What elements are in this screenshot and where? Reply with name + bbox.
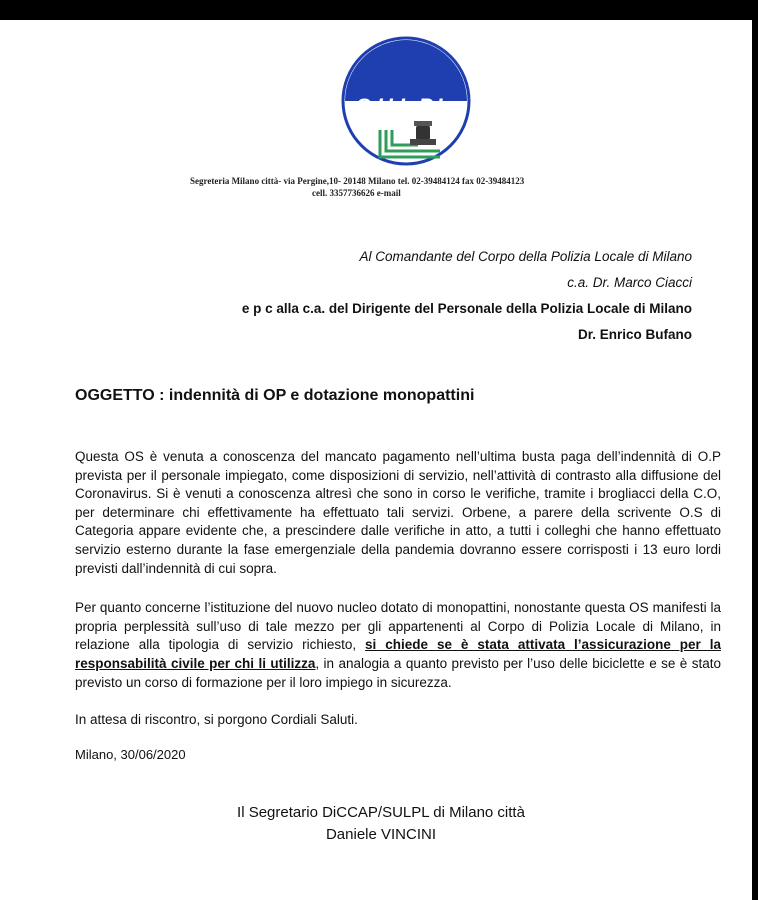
letterhead-contacts	[190, 175, 524, 199]
letter-body	[75, 448, 721, 713]
recipient-cc-name: Dr. Enrico Bufano	[577, 327, 692, 342]
body-paragraph-2	[75, 599, 721, 692]
date-line: Milano, 30/06/2020	[75, 747, 186, 762]
p2-emphasis: si chiede se è stata attivata l’assicurazione per la responsabilità civile per chi li utilizza	[75, 637, 721, 671]
svg-text:S.U.L.P.L.: S.U.L.P.L.	[356, 94, 456, 119]
recipient-main: Al Comandante del Corpo della Polizia Locale di Milano	[359, 249, 692, 264]
p2-text-before: Per quanto concerne l’istituzione del nuovo nucleo dotato di monopattini, nonostante questa OS manifesti la propria perplessità sull’uso di tale mezzo per gli appartenenti al Corpo di Polizia Locale di Milano, in relazione alla tipologia di servizio richiesto,	[75, 600, 721, 653]
body-paragraph-1: Questa OS è venuta a conoscenza del mancato pagamento nell’ultima busta paga dell’indennità di O.P prevista per il personale impiegato, come disposizioni di servizio, nell’attività di contrasto alla diffusione del Coronavirus. Si è venuti a conoscenza altresì che sono in corso le verifiche, tramite i brogliacci della C.O, per determinare chi effettivamente ha effettuato tali servizi. Orbene, a parere della scrivente O.S di Categoria appare evidente che, a prescindere dalle verifiche in atto, a tutti i colleghi che hanno effettuato servizio esterno durante la fase emergenziale della pandemia dovranno essere corrisposti i 13 euro lordi previsti dall’indennità di cui sopra.	[75, 449, 721, 576]
recipient-cc: e p c alla c.a. del Dirigente del Personale della Polizia Locale di Milano	[241, 301, 692, 316]
sulpl-logo	[340, 35, 472, 167]
signature-name: Daniele VINCINI	[325, 826, 437, 843]
subject-line: OGGETTO : indennità di OP e dotazione monopattini	[75, 387, 475, 404]
recipients-block	[242, 244, 692, 348]
signature-block	[0, 802, 752, 846]
letterhead-address: Segreteria Milano città- via Pergine,10- 20148 Milano tel. 02-39484124 fax 02-39484123	[190, 176, 525, 186]
p2-text-after: , in analogia a quanto previsto per l’uso delle biciclette e se è stato previsto un corso di formazione per il loro impiego in sicurezza.	[75, 655, 721, 690]
document-page	[0, 20, 752, 900]
letterhead-cell: cell. 3357736626 e-mail	[312, 188, 401, 198]
signature-role: Il Segretario DiCCAP/SULPL di Milano città	[237, 804, 525, 821]
closing-line: In attesa di riscontro, si porgono Cordiali Saluti.	[75, 712, 358, 727]
recipient-attention: c.a. Dr. Marco Ciacci	[567, 275, 692, 290]
